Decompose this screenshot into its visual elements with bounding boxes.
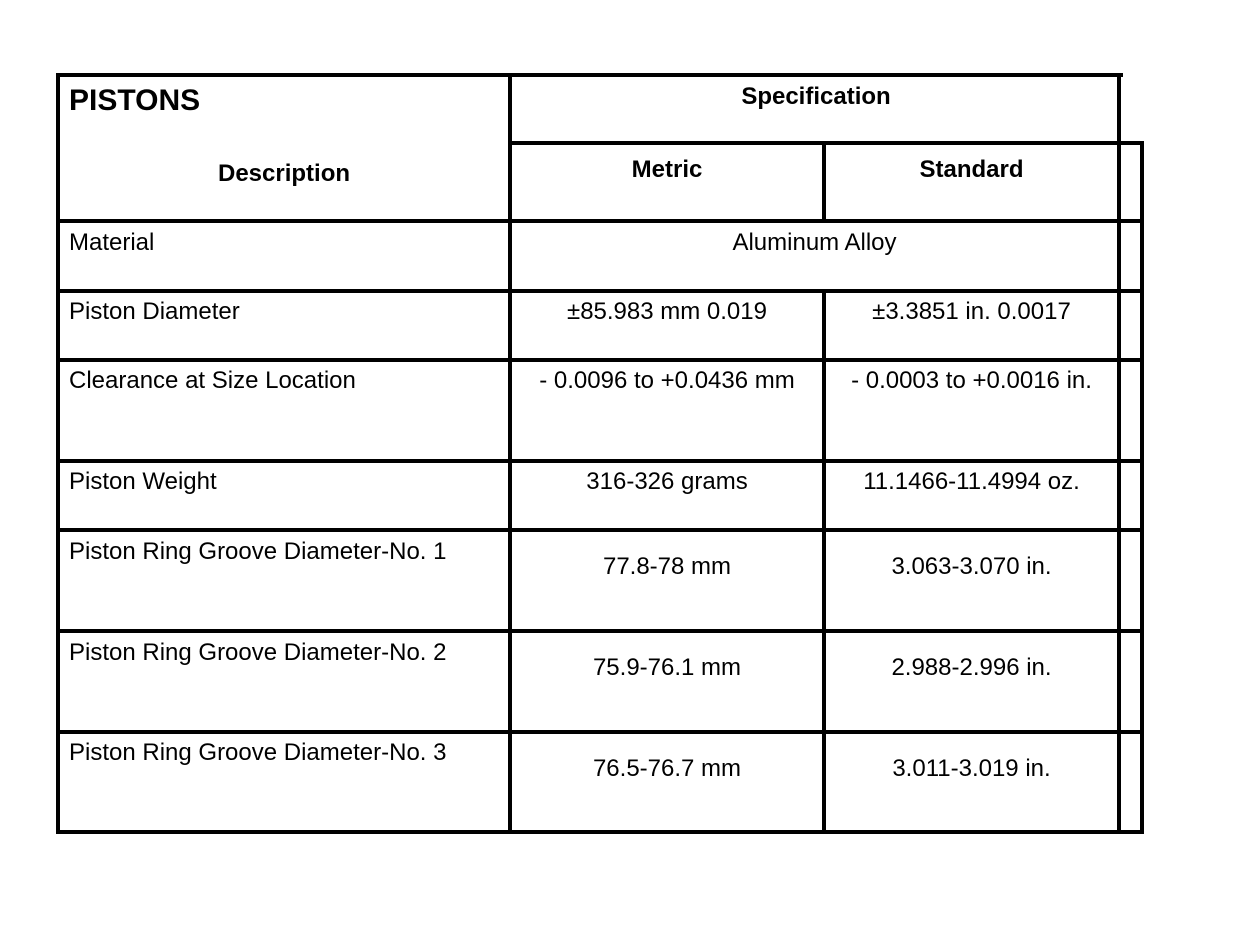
table-title: PISTONS [69,84,201,117]
divider-row-2 [56,358,1144,362]
row-groove-1-metric: 77.8-78 mm [602,553,732,580]
row-groove-2-description: Piston Ring Groove Diameter-No. 2 [69,639,447,666]
row-clearance-standard: - 0.0003 to +0.0016 in. [851,367,1092,394]
divider-spec-header [509,141,1144,145]
divider-header [56,219,1144,223]
row-piston-weight-description: Piston Weight [69,468,217,495]
row-material-value: Aluminum Alloy [732,229,897,256]
row-clearance-description: Clearance at Size Location [69,367,356,394]
row-groove-2-metric: 75.9-76.1 mm [592,654,742,681]
divider-row-6 [56,730,1144,734]
divider-row-4 [56,528,1144,532]
divider-row-1 [56,289,1144,293]
row-groove-2-standard: 2.988-2.996 in. [891,654,1052,681]
row-piston-weight-standard: 11.1466-11.4994 oz. [863,468,1080,495]
divider-col-description [508,73,512,834]
row-piston-diameter-standard: ±3.3851 in. 0.0017 [872,298,1071,325]
row-piston-weight-metric: 316-326 grams [586,468,748,495]
row-groove-3-description: Piston Ring Groove Diameter-No. 3 [69,739,447,766]
column-header-standard: Standard [919,156,1024,183]
row-groove-3-standard: 3.011-3.019 in. [892,755,1051,782]
row-clearance-metric: - 0.0096 to +0.0436 mm [539,367,795,394]
border-top [56,73,1123,77]
row-piston-diameter-metric: ±85.983 mm 0.019 [567,298,767,325]
border-bottom [56,830,1144,834]
row-groove-3-metric: 76.5-76.7 mm [592,755,742,782]
column-header-metric: Metric [631,156,703,183]
specification-header: Specification [741,83,891,110]
column-header-description: Description [217,160,351,187]
row-groove-1-standard: 3.063-3.070 in. [891,553,1052,580]
divider-row-5 [56,629,1144,633]
divider-col-standard [1117,73,1121,834]
row-material-description: Material [69,229,155,256]
row-groove-1-description: Piston Ring Groove Diameter-No. 1 [69,538,447,565]
border-right [1140,141,1144,834]
divider-row-3 [56,459,1144,463]
row-piston-diameter-description: Piston Diameter [69,298,240,325]
